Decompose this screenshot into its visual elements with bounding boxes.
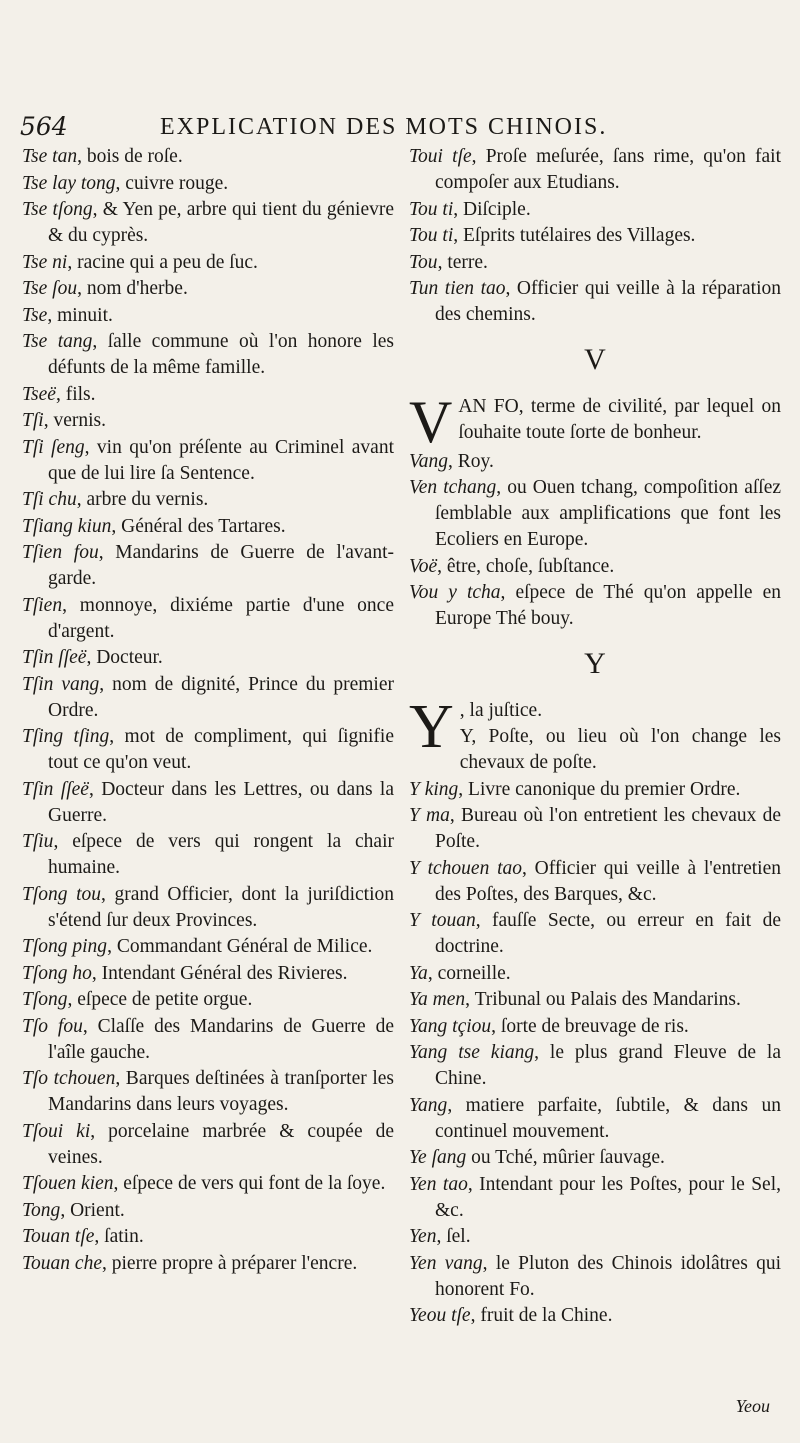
entry-definition: , grand Officier, dont la juriſdiction s'étend ſur deux Provinces. — [48, 883, 395, 931]
dictionary-entry — [409, 144, 781, 196]
entry-definition: , porcelaine marbrée & coupée de veines. — [48, 1120, 394, 1168]
dictionary-entry — [22, 171, 394, 197]
dictionary-entry — [22, 829, 394, 881]
entry-definition: , le plus grand Fleuve de la Chine. — [435, 1042, 782, 1089]
entry-definition: , arbre du vernis. — [76, 489, 209, 510]
entry-definition: , pierre propre à préparer l'encre. — [102, 1252, 358, 1274]
entry-term: Yen vang — [409, 1252, 483, 1274]
dictionary-entry — [409, 1172, 781, 1224]
dictionary-entry — [22, 645, 394, 671]
dictionary-entry — [409, 1303, 781, 1329]
entry-term: Yang — [409, 1094, 448, 1116]
entry-term: Tſi ſeng — [22, 436, 85, 458]
entry-term: Tse ſou — [22, 278, 78, 299]
entry-term: Y ma — [409, 805, 450, 826]
entry-definition: , Intendant Général des Rivieres. — [91, 962, 348, 984]
entry-term: Tse lay tong — [22, 172, 116, 194]
entry-term: Yang tse kiang — [409, 1042, 535, 1063]
dictionary-entry — [22, 1224, 394, 1250]
entry-term: Tseë — [22, 383, 56, 405]
entry-definition: , Roy. — [448, 450, 494, 472]
entry-definition: , ſorte de breuvage de ris. — [491, 1015, 689, 1037]
entry-definition: , Docteur dans les Lettres, ou dans la Guerre. — [48, 778, 394, 826]
entry-term: Ya — [409, 962, 428, 984]
entry-term: Tſing tſing — [22, 726, 110, 747]
dictionary-entry — [22, 777, 394, 829]
entry-definition: , vin qu'on préſente au Criminel avant que de lui lire ſa Sentence. — [48, 436, 394, 484]
entry-definition: , Diſciple. — [453, 198, 531, 220]
entry-term: Tſouen kien — [22, 1173, 114, 1194]
right-column — [409, 144, 781, 1330]
dictionary-entry — [409, 475, 781, 553]
entry-term: Tſien fou — [22, 542, 99, 563]
entry-definition: , Commandant Général de Milice. — [107, 936, 373, 957]
entry-definition: , matiere parfaite, ſubtile, & dans un continuel mouvement. — [435, 1094, 781, 1142]
dictionary-entry — [409, 580, 781, 632]
entry-term: Yen — [409, 1226, 437, 1247]
entry-definition: , fauſſe Secte, ou erreur en fait de doctrine. — [435, 910, 782, 957]
dictionary-entry — [409, 1251, 781, 1303]
entry-term: Tſi chu — [22, 489, 77, 510]
entry-term: Tſin ſſeë — [22, 647, 87, 668]
page-title: EXPLICATION DES MOTS CHINOIS. — [160, 114, 608, 140]
page-header — [20, 112, 780, 146]
entry-definition: , être, choſe, ſubſtance. — [437, 555, 615, 577]
dictionary-entry — [22, 329, 394, 381]
left-column — [22, 144, 394, 1277]
dictionary-entry — [409, 276, 781, 328]
entry-definition: , nom d'herbe. — [77, 278, 188, 299]
drop-cap-y: Y — [409, 698, 454, 761]
drop-cap-entry-y — [409, 698, 781, 776]
dictionary-entry — [409, 961, 781, 987]
entry-definition: , Proſe meſurée, ſans rime, qu'on fait compoſer aux Etudians. — [435, 146, 781, 193]
dictionary-entry — [22, 961, 394, 987]
dictionary-entry — [22, 593, 394, 645]
entry-definition: , fruit de la Chine. — [470, 1305, 613, 1326]
dictionary-entry — [409, 554, 781, 580]
entry-term: Ya men — [409, 989, 466, 1010]
entry-term: Tse tſong — [22, 199, 93, 220]
dictionary-entry — [22, 882, 394, 934]
entry-definition: ou Tché, mûrier ſauvage. — [466, 1147, 665, 1168]
dictionary-entry — [409, 1093, 781, 1145]
dictionary-entry — [22, 408, 394, 434]
dictionary-entry — [22, 250, 394, 276]
entry-definition: , ſalle commune où l'on honore les défunts de la même famille. — [48, 331, 394, 378]
entry-term: Yeou tſe — [409, 1305, 471, 1326]
dictionary-entry — [409, 197, 781, 223]
dictionary-entry — [22, 487, 394, 513]
entry-definition: , ou Ouen tchang, compoſition aſſez ſemblable aux amplifications que font les Ecoliers en Europe. — [435, 477, 781, 550]
entry-term: Tſiang kiun — [22, 515, 112, 537]
dictionary-entry — [22, 1014, 394, 1066]
entry-definition: , minuit. — [47, 304, 113, 326]
entry-definition: , eſpece de Thé qu'on appelle en Europe Thé bouy. — [435, 582, 781, 629]
entry-term: Tong — [22, 1199, 61, 1221]
drop-cap-text-v: AN FO, terme de civilité, par lequel on ſouhaite toute ſorte de bonheur. — [458, 396, 781, 443]
entry-definition: , Orient. — [60, 1199, 125, 1221]
entry-term: Tse — [22, 304, 48, 326]
dictionary-entry — [22, 514, 394, 540]
dictionary-entry — [22, 987, 394, 1013]
entry-definition: , Mandarins de Guerre de l'avant-garde. — [48, 542, 394, 589]
entry-term: Ven tchang — [409, 477, 497, 498]
entry-definition: , ſel. — [436, 1226, 471, 1247]
entry-definition: , eſpece de petite orgue. — [67, 989, 253, 1010]
section-letter-v: V — [584, 343, 606, 376]
entry-definition: , terre. — [437, 251, 488, 273]
dictionary-entry — [22, 276, 394, 302]
entry-definition: , Général des Tartares. — [111, 515, 286, 537]
entry-definition: , Intendant pour les Poſtes, pour le Sel, &c. — [435, 1173, 781, 1221]
entry-definition: , Barques deſtinées à tranſporter les Mandarins dans leurs voyages. — [48, 1068, 394, 1115]
drop-cap-text-y2: Y, Poſte, ou lieu où l'on change les chevaux de poſte. — [459, 726, 781, 773]
entry-term: Ye ſang — [409, 1147, 467, 1168]
drop-cap-v: V — [409, 394, 453, 448]
entry-term: Toui tſe — [409, 146, 472, 167]
entry-definition: , eſpece de vers qui rongent la chair humaine. — [48, 831, 394, 878]
entry-definition: , Eſprits tutélaires des Villages. — [453, 225, 696, 246]
entry-definition: , Officier qui veille à la réparation des chemins. — [435, 278, 781, 325]
entry-term: Touan tſe — [22, 1226, 95, 1247]
entry-term: Tſin vang — [22, 673, 100, 695]
entry-term: Tſong — [22, 989, 68, 1010]
dictionary-entry — [409, 1224, 781, 1250]
entry-definition: , Tribunal ou Palais des Mandarins. — [465, 989, 741, 1010]
dictionary-entry — [22, 934, 394, 960]
entry-term: Yang tçiou — [409, 1015, 492, 1037]
dictionary-entry — [409, 449, 781, 475]
dictionary-entry — [409, 1145, 781, 1171]
dictionary-entry — [22, 1171, 394, 1197]
entry-definition: , Docteur. — [86, 647, 163, 668]
drop-cap-entry-v — [409, 394, 781, 448]
entry-definition: , Livre canonique du premier Ordre. — [458, 778, 741, 800]
dictionary-entry — [409, 803, 781, 855]
dictionary-entry — [22, 724, 394, 776]
dictionary-entry — [409, 777, 781, 803]
dictionary-entry — [22, 144, 394, 170]
dictionary-entry — [22, 197, 394, 249]
dictionary-entry — [22, 303, 394, 329]
dictionary-entry — [22, 1198, 394, 1224]
entry-definition: , Bureau où l'on entretient les chevaux de Poſte. — [435, 805, 781, 852]
entry-definition: , ſatin. — [94, 1226, 144, 1247]
entry-term: Tse ni — [22, 251, 68, 273]
entry-term: Vou y tcha — [409, 582, 501, 603]
dictionary-entry — [409, 223, 781, 249]
entry-term: Tou — [409, 251, 438, 273]
entry-term: Y touan — [409, 910, 476, 931]
entry-term: Tſi — [22, 410, 44, 431]
entry-term: Tse tan — [22, 146, 78, 167]
entry-term: Voë — [409, 555, 438, 577]
dictionary-entry — [22, 1251, 394, 1277]
entry-term: Tſin ſſeë — [22, 778, 89, 800]
page-number: 564 — [20, 112, 68, 141]
dictionary-entry — [409, 1014, 781, 1040]
entry-definition: , bois de roſe. — [77, 146, 183, 167]
dictionary-entry — [409, 856, 781, 908]
t-entries — [409, 144, 781, 328]
entry-term: Y tchouen tao — [409, 857, 522, 879]
entry-definition: , Claſſe des Mandarins de Guerre de l'aîle gauche. — [48, 1015, 394, 1063]
entry-definition: , fils. — [55, 383, 96, 405]
entry-definition: , vernis. — [43, 410, 106, 431]
y-entries — [409, 777, 781, 1330]
entry-definition: , mot de compliment, qui ſignifie tout ce qu'on veut. — [48, 726, 394, 773]
entry-term: Touan che — [22, 1252, 102, 1274]
dictionary-entry — [409, 908, 781, 960]
entry-term: Tſong ho — [22, 962, 92, 984]
dictionary-entry — [22, 672, 394, 724]
dictionary-entry — [409, 250, 781, 276]
dictionary-entry — [22, 540, 394, 592]
section-letter-y: Y — [584, 647, 606, 680]
entry-definition: , Officier qui veille à l'entretien des Poſtes, des Barques, &c. — [435, 857, 781, 905]
entry-definition: , & Yen pe, arbre qui tient du génievre & du cyprès. — [48, 199, 394, 246]
dictionary-entry — [409, 987, 781, 1013]
v-entries — [409, 449, 781, 633]
drop-cap-text-y: , la juſtice. — [459, 700, 543, 721]
entry-definition: , corneille. — [427, 962, 511, 984]
entry-term: Tse tang — [22, 331, 93, 352]
catchword: Yeou — [735, 1396, 770, 1416]
entry-term: Tſo fou — [22, 1015, 83, 1037]
entry-term: Tſo tchouen — [22, 1068, 116, 1089]
entry-term: Tun tien tao — [409, 278, 506, 299]
entry-term: Tſien — [22, 594, 63, 616]
entry-definition: , le Pluton des Chinois idolâtres qui honorent Fo. — [435, 1252, 781, 1300]
entry-term: Tſong ping — [22, 936, 108, 957]
dictionary-entry — [22, 1119, 394, 1171]
dictionary-entry — [22, 1066, 394, 1118]
entry-term: Tou ti — [409, 225, 454, 246]
entry-definition: , racine qui a peu de ſuc. — [67, 251, 258, 273]
dictionary-entry — [409, 1040, 781, 1092]
dictionary-entry — [22, 382, 394, 408]
entry-definition: , cuivre rouge. — [115, 172, 229, 194]
entry-term: Vang — [409, 450, 448, 472]
entry-term: Tſoui ki — [22, 1120, 91, 1142]
entry-definition: , nom de dignité, Prince du premier Ordre. — [48, 673, 394, 721]
dictionary-entry — [22, 435, 394, 487]
entry-definition: , eſpece de vers qui font de la ſoye. — [113, 1173, 386, 1194]
entry-term: Tou ti — [409, 198, 454, 220]
entry-term: Y king — [409, 778, 459, 800]
entry-definition: , monnoye, dixiéme partie d'une once d'argent. — [48, 594, 394, 642]
entry-term: Tſiu — [22, 831, 54, 852]
entry-term: Yen tao — [409, 1173, 468, 1195]
entry-term: Tſong tou — [22, 883, 102, 905]
